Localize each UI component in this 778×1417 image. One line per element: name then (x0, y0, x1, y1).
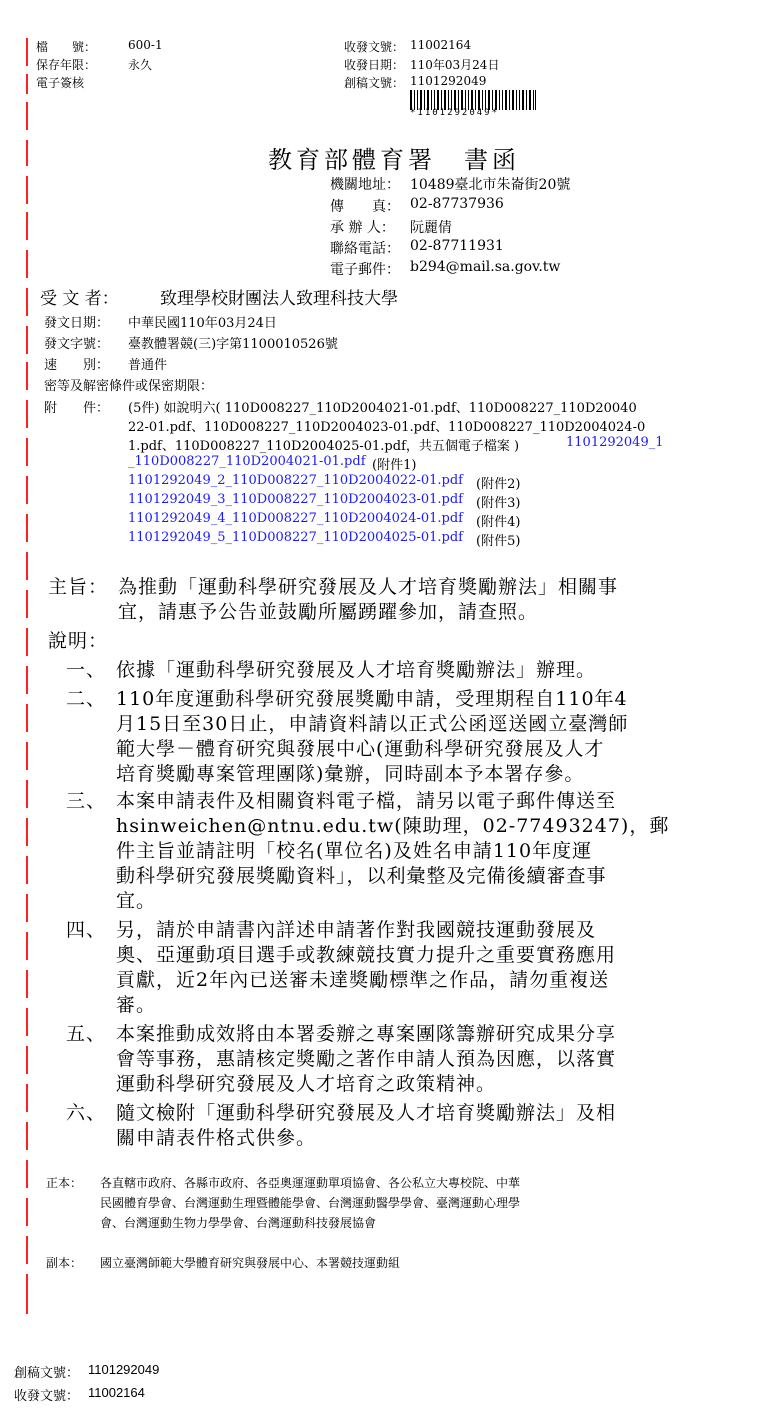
attachment-tag: (附件4) (476, 515, 521, 530)
item-line: 培育獎勵專案管理團隊)彙辦，同時副本予本署存參。 (116, 763, 585, 785)
item-line: 件主旨並請註明「校名(單位名)及姓名申請110年度運 (116, 840, 593, 862)
attachment-tag: (附件3) (476, 496, 521, 511)
attach-line: (5件) 如說明六( 110D008227_110D2004021-01.pdf、110D008227_110D20040 (128, 401, 637, 416)
email: b294@mail.sa.gov.tw (410, 259, 561, 275)
item-line: 範大學－體育研究與發展中心(運動科學研究發展及人才 (116, 738, 605, 760)
attach-label: 附 件： (44, 401, 110, 416)
recipient: 致理學校財團法人致理科技大學 (160, 289, 398, 309)
address: 10489臺北市朱崙街20號 (410, 177, 571, 193)
item-line: 另，請於申請書內詳述申請著作對我國競技運動發展及 (116, 919, 597, 941)
item-line: 宜。 (116, 890, 157, 912)
item-number: 三、 (66, 790, 107, 812)
cc-main-line: 各直轄市政府、各縣市政府、各亞奧運運動單項協會、各公私立大專校院、中華 (100, 1176, 521, 1190)
item-line: 運動科學研究發展及人才培育之政策精神。 (116, 1073, 497, 1095)
item-line: hsinweichen@ntnu.edu.tw(陳助理，02-77493247)，郵 (116, 815, 670, 837)
document-title: 教育部體育署 書函 (268, 146, 520, 174)
footer-recv: 11002164 (88, 1385, 145, 1400)
file-no-label: 檔 號： (36, 40, 97, 54)
attachment-link-1[interactable]: 1101292049_1 (566, 435, 664, 450)
item-line: 動科學研究發展獎勵資料」，以利彙整及完備後續審查事 (116, 865, 607, 887)
item-line: 本案推動成效將由本署委辦之專案團隊籌辦研究成果分享 (116, 1023, 617, 1045)
subject-label: 主旨： (48, 576, 109, 598)
email-label: 電子郵件： (330, 262, 400, 278)
phone: 02-87711931 (410, 238, 504, 254)
item-line: 奧、亞運動項目選手或教練競技實力提升之重要實務應用 (116, 944, 617, 966)
footer-recv-label: 收發文號： (14, 1388, 80, 1403)
recv-date-label: 收發日期： (344, 58, 405, 72)
cc-main-line: 民國體育學會、台灣運動生理暨體能學會、台灣運動醫學學會、臺灣運動心理學 (100, 1196, 521, 1210)
e-signed-label: 電子簽核 (36, 76, 85, 90)
fax: 02-87737936 (410, 196, 504, 212)
attachment-link-1-cont[interactable]: _110D008227_110D2004021-01.pdf (128, 454, 366, 469)
attachment-tag: (附件5) (476, 534, 521, 549)
secrecy-label: 密等及解密條件或保密期限： (44, 379, 214, 394)
phone-label: 聯絡電話： (330, 241, 400, 257)
item-line: 依據「運動科學研究發展及人才培育獎勵辦法」辦理。 (116, 659, 597, 681)
subject-line: 為推動「運動科學研究發展及人才培育獎勵辦法」相關事 (118, 576, 619, 598)
retention: 永久 (128, 58, 153, 72)
item-line: 月15日至30日止，申請資料請以正式公函逕送國立臺灣師 (116, 713, 629, 735)
attach-line: 22-01.pdf、110D008227_110D2004023-01.pdf、110D008227_110D2004024-0 (128, 420, 646, 435)
footer-draft: 1101292049 (88, 1362, 160, 1377)
item-number: 六、 (66, 1102, 107, 1124)
fax-label: 傳 真： (330, 199, 400, 215)
draft-no-label: 創稿文號： (344, 76, 405, 90)
subject-line: 宜，請惠予公告並鼓勵所屬踴躍參加，請查照。 (118, 601, 539, 623)
speed-label: 速 別： (44, 358, 110, 373)
date: 中華民國110年03月24日 (128, 316, 277, 331)
recv-no-label: 收發文號： (344, 40, 405, 54)
attachment-tag: (附件1) (372, 458, 417, 473)
cc-main-line: 會、台灣運動生物力學學會、台灣運動科技發展協會 (100, 1216, 377, 1230)
recv-no: 11002164 (410, 38, 472, 52)
footer-draft-label: 創稿文號： (14, 1365, 80, 1380)
attachment-link-2[interactable]: 1101292049_2_110D008227_110D2004022-01.pdf (128, 473, 463, 488)
handler-label: 承 辦 人： (330, 220, 395, 236)
item-line: 審。 (116, 994, 157, 1016)
address-label: 機關地址： (330, 177, 400, 193)
recipient-label: 受 文 者： (40, 289, 119, 309)
retention-label: 保存年限： (36, 58, 97, 72)
date-label: 發文日期： (44, 316, 110, 331)
attachment-link-3[interactable]: 1101292049_3_110D008227_110D2004023-01.pdf (128, 492, 463, 507)
file-no: 600-1 (128, 38, 163, 52)
draft-no: 1101292049 (410, 74, 487, 88)
explain-label: 說明： (48, 630, 109, 652)
item-number: 一、 (66, 659, 107, 681)
item-number: 二、 (66, 688, 107, 710)
barcode-text: *1101292049* (410, 108, 500, 118)
attachment-link-5[interactable]: 1101292049_5_110D008227_110D2004025-01.pdf (128, 530, 463, 545)
attachment-tag: (附件2) (476, 477, 521, 492)
attachment-link-4[interactable]: 1101292049_4_110D008227_110D2004024-01.pdf (128, 511, 463, 526)
cc-main-label: 正本： (46, 1176, 83, 1190)
doc-no: 臺教體署競(三)字第1100010526號 (128, 337, 338, 352)
attach-line: 1.pdf、110D008227_110D2004025-01.pdf，共五個電子檔案 ) (128, 439, 520, 454)
item-line: 110年度運動科學研究發展獎勵申請，受理期程自110年4 (116, 688, 628, 710)
item-number: 五、 (66, 1023, 107, 1045)
item-line: 本案申請表件及相關資料電子檔，請另以電子郵件傳送至 (116, 790, 617, 812)
cc-copy: 國立臺灣師範大學體育研究與發展中心、本署競技運動組 (100, 1256, 401, 1270)
item-line: 會等事務，惠請核定獎勵之著作申請人預為因應，以落實 (116, 1048, 617, 1070)
item-line: 貢獻，近2年內已送審未達獎勵標準之作品，請勿重複送 (116, 969, 610, 991)
item-number: 四、 (66, 919, 107, 941)
item-line: 隨文檢附「運動科學研究發展及人才培育獎勵辦法」及相 (116, 1102, 617, 1124)
cc-copy-label: 副本： (46, 1256, 83, 1270)
speed: 普通件 (128, 358, 168, 373)
doc-no-label: 發文字號： (44, 337, 110, 352)
item-line: 關申請表件格式供參。 (116, 1127, 317, 1149)
handler: 阮麗倩 (410, 220, 452, 236)
recv-date: 110年03月24日 (410, 58, 500, 72)
barcode (410, 90, 536, 110)
